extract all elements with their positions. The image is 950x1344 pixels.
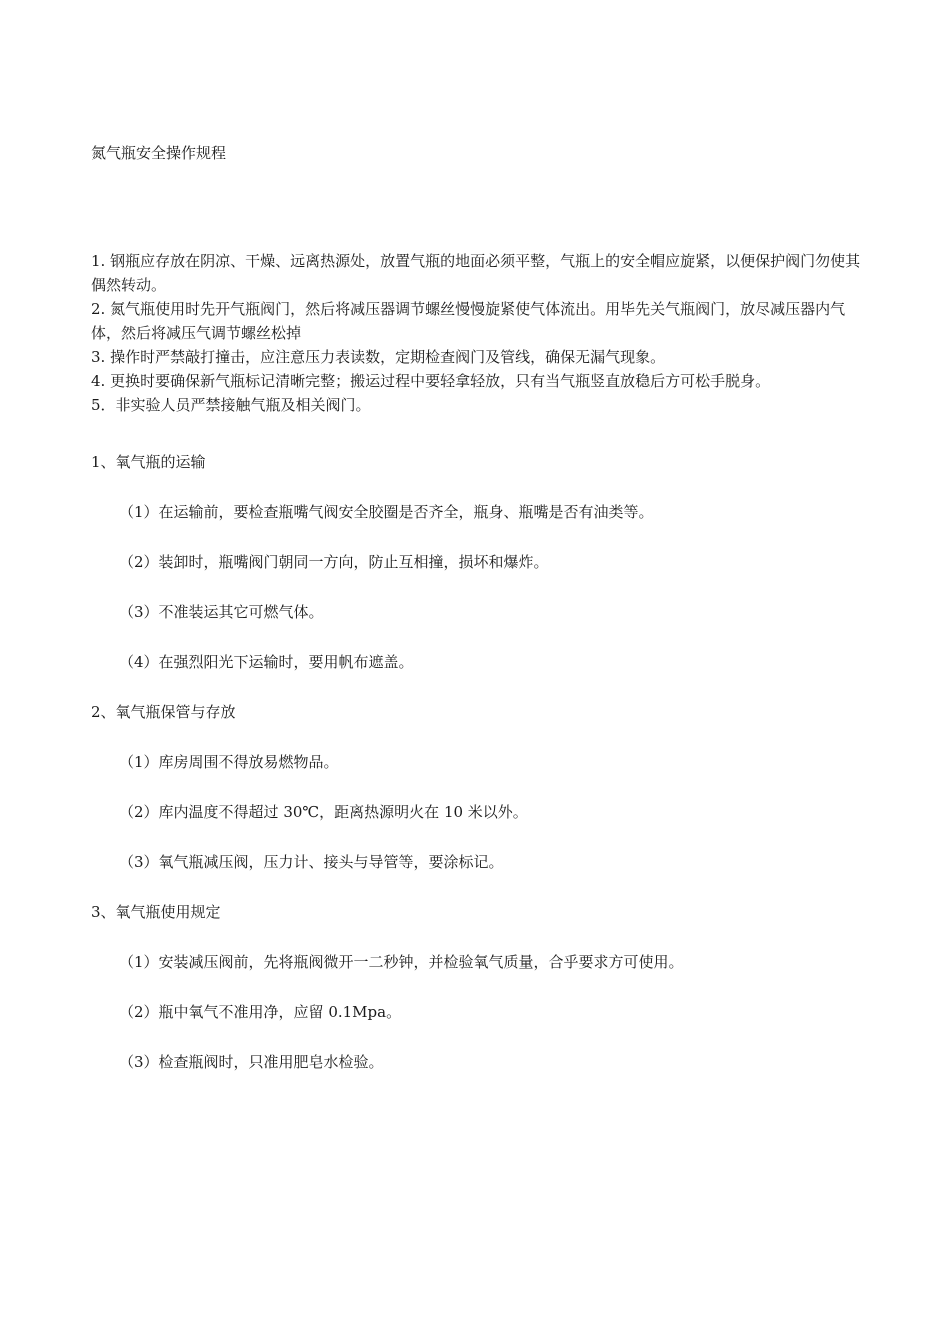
section-item: （1）库房周围不得放易燃物品。 (119, 753, 339, 771)
rule-item: 5．非实验人员严禁接触气瓶及相关阀门。 (91, 396, 371, 414)
section-item: （3）不准装运其它可燃气体。 (119, 603, 324, 621)
section-item: （4）在强烈阳光下运输时，要用帆布遮盖。 (119, 653, 414, 671)
section-item: （2）装卸时，瓶嘴阀门朝同一方向，防止互相撞，损坏和爆炸。 (119, 553, 549, 571)
section-heading: 3、氧气瓶使用规定 (91, 903, 221, 921)
document-title: 氮气瓶安全操作规程 (91, 144, 227, 162)
rule-item: 4. 更换时要确保新气瓶标记清晰完整；搬运过程中要轻拿轻放，只有当气瓶竖直放稳后方可松手脱身。 (91, 372, 771, 390)
section-item: （3）氧气瓶减压阀，压力计、接头与导管等，要涂标记。 (119, 853, 504, 871)
rule-item: 2. 氮气瓶使用时先开气瓶阀门，然后将减压器调节螺丝慢慢旋紧使气体流出。用毕先关气瓶阀门，放尽减压器内气体，然后将减压气调节螺丝松掉 (91, 300, 846, 342)
section-heading: 1、氧气瓶的运输 (91, 453, 206, 471)
sections-container (91, 451, 863, 1101)
section-item: （2）库内温度不得超过 30℃，距离热源明火在 10 米以外。 (119, 803, 528, 821)
section-item: （1）在运输前，要检查瓶嘴气阀安全胶圈是否齐全，瓶身、瓶嘴是否有油类等。 (119, 503, 654, 521)
section-item: （3）检查瓶阀时，只准用肥皂水检验。 (119, 1053, 384, 1071)
rule-item: 3. 操作时严禁敲打撞击，应注意压力表读数，定期检查阀门及管线，确保无漏气现象。 (91, 348, 666, 366)
rule-item: 1. 钢瓶应存放在阴凉、干燥、远离热源处，放置气瓶的地面必须平整，气瓶上的安全帽应旋紧，以便保护阀门勿使其偶然转动。 (91, 252, 861, 294)
section-item: （2）瓶中氧气不准用净，应留 0.1Mpa。 (119, 1003, 402, 1021)
rules-list (91, 249, 863, 417)
section-heading: 2、氧气瓶保管与存放 (91, 703, 236, 721)
section-item: （1）安装减压阀前，先将瓶阀微开一二秒钟，并检验氧气质量，合乎要求方可使用。 (119, 953, 684, 971)
